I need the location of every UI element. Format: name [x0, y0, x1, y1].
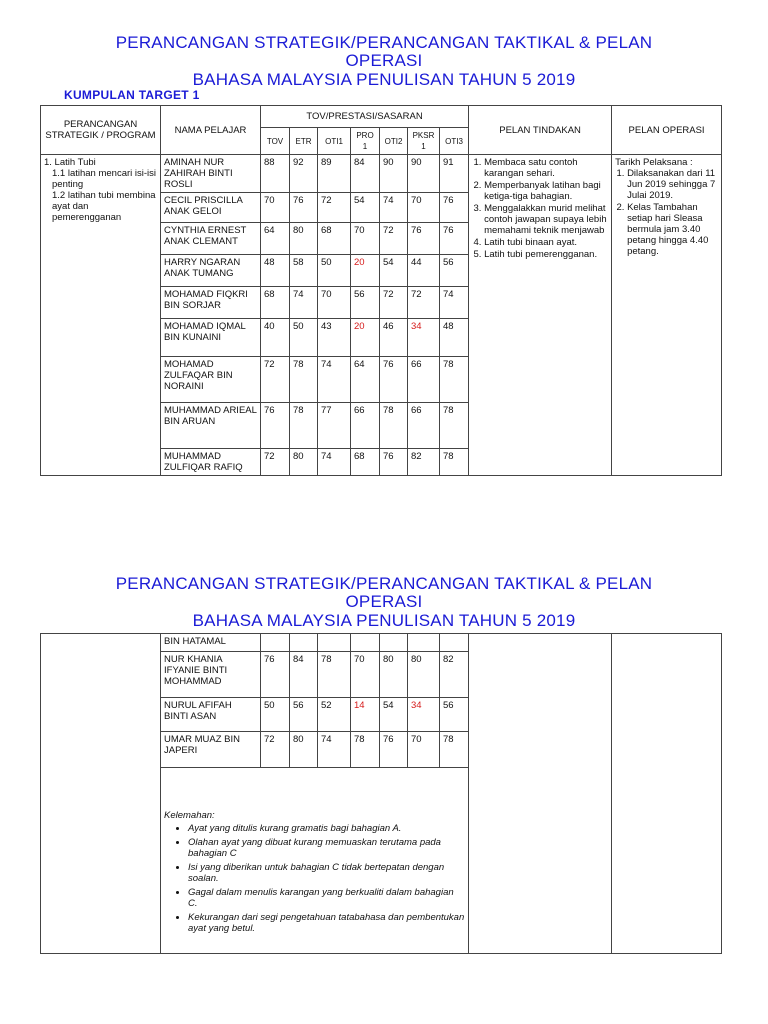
score-cell: 78	[440, 449, 469, 476]
score-cell: 78	[290, 403, 318, 449]
score-cell: 80	[408, 652, 440, 698]
score-cell: 80	[290, 732, 318, 768]
score-cell	[440, 634, 469, 652]
score-cell: 56	[351, 287, 380, 319]
student-name: NURUL AFIFAH BINTI ASAN	[161, 698, 261, 732]
kelemahan-item: • Kekurangan dari segi pengetahuan tatabahasa dan pembentukan ayat yang betul.	[188, 912, 465, 934]
score-cell: 76	[440, 223, 469, 255]
header-operasi: PELAN OPERASI	[612, 106, 722, 155]
score-cell	[408, 634, 440, 652]
score-cell: 56	[440, 255, 469, 287]
header-tindakan: PELAN TINDAKAN	[469, 106, 612, 155]
score-cell: 50	[290, 319, 318, 357]
score-header: TOV	[261, 128, 290, 155]
student-name: HARRY NGARAN ANAK TUMANG	[161, 255, 261, 287]
tindakan-item: 4. Latih tubi binaan ayat.	[484, 237, 608, 248]
score-cell: 48	[440, 319, 469, 357]
score-cell: 80	[290, 449, 318, 476]
score-cell: 66	[351, 403, 380, 449]
score-cell: 64	[351, 357, 380, 403]
student-name: MOHAMAD FIQKRI BIN SORJAR	[161, 287, 261, 319]
score-cell: 74	[318, 357, 351, 403]
score-header: OTI2	[380, 128, 408, 155]
student-name: MOHAMAD ZULFAQAR BIN NORAINI	[161, 357, 261, 403]
score-cell: 78	[440, 732, 469, 768]
score-cell: 70	[351, 652, 380, 698]
score-cell: 50	[261, 698, 290, 732]
score-cell	[318, 634, 351, 652]
score-cell: 89	[318, 155, 351, 193]
score-cell: 74	[318, 449, 351, 476]
score-cell: 20	[351, 319, 380, 357]
score-cell	[351, 634, 380, 652]
score-cell: 78	[440, 403, 469, 449]
kelemahan-item: • Ayat yang ditulis kurang gramatis bagi bahagian A.	[188, 823, 465, 834]
score-cell: 90	[380, 155, 408, 193]
operasi-item: 1. Dilaksanakan dari 11 Jun 2019 sehingga 7 Julai 2019.	[627, 168, 718, 201]
score-cell: 54	[351, 193, 380, 223]
operasi-item: 2. Kelas Tambahan setiap hari Sleasa bermula jam 3.40 petang hingga 4.40 petang.	[627, 202, 718, 257]
score-cell	[261, 634, 290, 652]
kelemahan-item: • Olahan ayat yang dibuat kurang memuaskan terutama pada bahagian C	[188, 837, 465, 859]
score-cell: 92	[290, 155, 318, 193]
score-cell: 88	[261, 155, 290, 193]
score-cell: 44	[408, 255, 440, 287]
score-cell: 43	[318, 319, 351, 357]
page-title: PERANCANGAN STRATEGIK/PERANCANGAN TAKTIKAL & PELAN OPERASI BAHASA MALAYSIA PENULISAN TAHUN 5 2019	[115, 33, 653, 89]
student-name: MUHAMMAD ZULFIQAR RAFIQ	[161, 449, 261, 476]
score-cell: 76	[380, 449, 408, 476]
score-cell: 76	[261, 403, 290, 449]
score-cell: 70	[261, 193, 290, 223]
header-scores: TOV/PRESTASI/SASARAN	[261, 106, 469, 128]
score-cell: 76	[380, 732, 408, 768]
score-cell: 84	[351, 155, 380, 193]
score-cell: 91	[440, 155, 469, 193]
tindakan-item: 2. Memperbanyak latihan bagi ketiga-tiga bahagian.	[484, 180, 608, 202]
student-name: AMINAH NUR ZAHIRAH BINTI ROSLI	[161, 155, 261, 193]
score-cell: 78	[290, 357, 318, 403]
score-cell: 34	[408, 319, 440, 357]
score-cell: 78	[380, 403, 408, 449]
score-cell: 76	[290, 193, 318, 223]
score-cell: 54	[380, 698, 408, 732]
score-cell: 14	[351, 698, 380, 732]
score-cell: 48	[261, 255, 290, 287]
score-cell: 82	[440, 652, 469, 698]
score-cell: 56	[440, 698, 469, 732]
header-program: PERANCANGAN STRATEGIK / PROGRAM	[41, 106, 161, 155]
score-cell: 52	[318, 698, 351, 732]
score-cell: 70	[318, 287, 351, 319]
page-title-2: PERANCANGAN STRATEGIK/PERANCANGAN TAKTIKAL & PELAN OPERASI BAHASA MALAYSIA PENULISAN TAHUN 5 2019	[115, 574, 653, 630]
kelemahan-item: • Gagal dalam menulis karangan yang berkualiti dalam bahagian C.	[188, 887, 465, 909]
score-cell: 72	[380, 223, 408, 255]
score-cell: 80	[290, 223, 318, 255]
score-cell: 78	[440, 357, 469, 403]
score-cell: 76	[261, 652, 290, 698]
score-cell: 70	[408, 732, 440, 768]
score-cell: 66	[408, 403, 440, 449]
plan-table-continued	[40, 633, 722, 954]
score-cell: 84	[290, 652, 318, 698]
student-name: CYNTHIA ERNEST ANAK CLEMANT	[161, 223, 261, 255]
score-cell: 72	[318, 193, 351, 223]
score-cell: 56	[290, 698, 318, 732]
score-cell: 80	[380, 652, 408, 698]
score-cell: 68	[351, 449, 380, 476]
score-cell: 58	[290, 255, 318, 287]
score-cell: 76	[380, 357, 408, 403]
kelemahan-item: • Isi yang diberikan untuk bahagian C tidak bertepatan dengan soalan.	[188, 862, 465, 884]
score-cell: 72	[408, 287, 440, 319]
tindakan-item: 5. Latih tubi pemerengganan.	[484, 249, 608, 260]
header-name: NAMA PELAJAR	[161, 106, 261, 155]
kelemahan-cell	[161, 768, 469, 954]
score-cell: 82	[408, 449, 440, 476]
score-cell: 76	[408, 223, 440, 255]
score-cell	[290, 634, 318, 652]
score-header: ETR	[290, 128, 318, 155]
operasi-cell: Tarikh Pelaksana : 1. Dilaksanakan dari 11 Jun 2019 sehingga 7 Julai 2019. 2. Kelas Tambahan setiap hari Sleasa bermula jam 3.40 petang hingga 4.40 petang.	[612, 155, 722, 476]
table-row	[41, 634, 722, 652]
score-cell: 68	[318, 223, 351, 255]
student-name: UMAR MUAZ BIN JAPERI	[161, 732, 261, 768]
score-cell: 76	[440, 193, 469, 223]
score-cell: 50	[318, 255, 351, 287]
student-name: MOHAMAD IQMAL BIN KUNAINI	[161, 319, 261, 357]
score-cell: 20	[351, 255, 380, 287]
score-cell: 90	[408, 155, 440, 193]
score-cell: 77	[318, 403, 351, 449]
tindakan-cell	[469, 634, 612, 954]
score-cell: 64	[261, 223, 290, 255]
score-cell: 74	[318, 732, 351, 768]
score-cell: 46	[380, 319, 408, 357]
group-subtitle: KUMPULAN TARGET 1	[64, 88, 200, 102]
score-cell: 72	[261, 357, 290, 403]
score-cell: 54	[380, 255, 408, 287]
score-cell: 72	[261, 732, 290, 768]
score-cell: 72	[380, 287, 408, 319]
student-name: CECIL PRISCILLA ANAK GELOI	[161, 193, 261, 223]
score-cell: 72	[261, 449, 290, 476]
tindakan-item: 1. Membaca satu contoh karangan sehari.	[484, 157, 608, 179]
program-cell	[41, 634, 161, 954]
operasi-cell	[612, 634, 722, 954]
score-cell: 34	[408, 698, 440, 732]
score-header: OTI3	[440, 128, 469, 155]
plan-table	[40, 105, 722, 476]
student-name: MUHAMMAD ARIEAL BIN ARUAN	[161, 403, 261, 449]
score-header: PRO 1	[351, 128, 380, 155]
score-cell: 70	[351, 223, 380, 255]
kelemahan-title: Kelemahan:	[164, 810, 215, 821]
score-header: OTI1	[318, 128, 351, 155]
score-cell: 74	[440, 287, 469, 319]
tindakan-item: 3. Menggalakkan murid melihat contoh jawapan supaya lebih memahami teknik menjawab	[484, 203, 608, 236]
score-cell: 66	[408, 357, 440, 403]
score-cell	[380, 634, 408, 652]
score-cell: 78	[318, 652, 351, 698]
student-name: BIN HATAMAL	[161, 634, 261, 652]
student-name: NUR KHANIA IFYANIE BINTI MOHAMMAD	[161, 652, 261, 698]
score-cell: 78	[351, 732, 380, 768]
score-cell: 40	[261, 319, 290, 357]
score-cell: 74	[380, 193, 408, 223]
score-cell: 74	[290, 287, 318, 319]
score-cell: 70	[408, 193, 440, 223]
score-header: PKSR 1	[408, 128, 440, 155]
tindakan-cell	[469, 155, 612, 476]
score-cell: 68	[261, 287, 290, 319]
program-cell: 1. Latih Tubi 1.1 latihan mencari isi-isi penting 1.2 latihan tubi membina ayat dan pemerengganan	[41, 155, 161, 476]
